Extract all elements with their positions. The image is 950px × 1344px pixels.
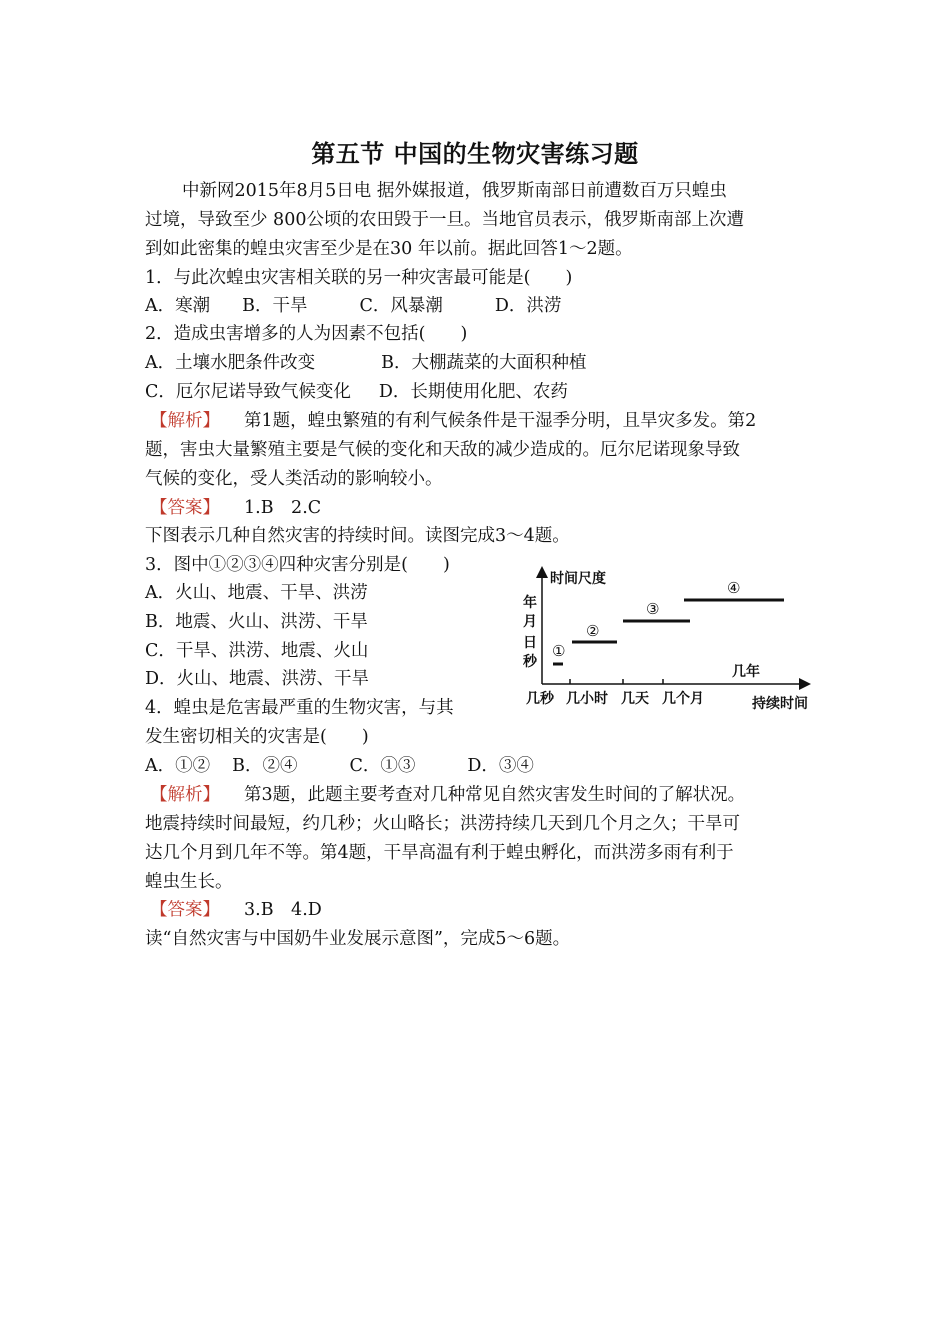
disaster-duration-diagram	[520, 566, 820, 716]
figure-intro: 下图表示几种自然灾害的持续时间。读图完成3～4题。	[145, 526, 570, 546]
option-d: D．洪涝	[494, 296, 562, 316]
analysis-text: 第1题，蝗虫繁殖的有利气候条件是干湿季分明，且旱灾多发。第2	[244, 411, 757, 431]
next-figure-intro: 读“自然灾害与中国奶牛业发展示意图”，完成5～6题。	[145, 929, 571, 949]
intro-line-3: 到如此密集的蝗虫灾害至少是在30 年以前。据此回答1～2题。	[145, 239, 633, 259]
question-3-stem: 3．图中①②③④四种灾害分别是( )	[145, 555, 450, 575]
x-label-hours: 几小时	[566, 691, 608, 707]
marker-2: ②	[586, 622, 600, 640]
option-c: C．①③	[349, 756, 416, 776]
marker-4: ④	[727, 579, 741, 597]
x-axis-title: 持续时间	[752, 696, 808, 712]
x-label-seconds: 几秒	[526, 691, 554, 707]
question-2-stem: 2．造成虫害增多的人为因素不包括( )	[145, 324, 468, 344]
answer-text: 3.B 4.D	[244, 900, 322, 920]
x-label-days: 几天	[621, 691, 649, 707]
analysis-2-line-1	[150, 782, 745, 808]
answer-tag: 【答案】	[150, 900, 220, 920]
analysis-tag: 【解析】	[150, 411, 220, 431]
intro-line-2: 过境，导致至少 800公顷的农田毁于一旦。当地官员表示，俄罗斯南部上次遭	[145, 210, 744, 230]
y-label-day: 日	[523, 635, 537, 651]
x-label-years: 几年	[732, 664, 760, 680]
option-d: D．③④	[467, 756, 534, 776]
option-b: B．大棚蔬菜的大面积种植	[381, 353, 587, 373]
option-a: A．寒潮	[145, 296, 211, 316]
x-label-months: 几个月	[662, 691, 704, 707]
question-1-stem: 1．与此次蝗虫灾害相关联的另一种灾害最可能是( )	[145, 268, 573, 288]
question-4-stem-line-1: 4．蝗虫是危害最严重的生物灾害，与其	[145, 698, 454, 718]
option-d: D．长期使用化肥、农药	[378, 382, 568, 402]
option-c: C．厄尔尼诺导致气候变化	[145, 382, 351, 402]
option-a: A．①②	[145, 756, 211, 776]
question-4-options	[145, 753, 534, 779]
y-label-year: 年	[523, 595, 537, 611]
analysis-1-line-2: 题，害虫大量繁殖主要是气候的变化和天敌的减少造成的。厄尔尼诺现象导致	[145, 440, 740, 460]
question-2-options-row-2	[145, 379, 568, 405]
question-3-option-d: D．火山、地震、洪涝、干旱	[145, 669, 370, 689]
y-label-second: 秒	[523, 654, 537, 670]
marker-1: ①	[552, 642, 566, 660]
intro-line-1: 中新网2015年8月5日电 据外媒报道，俄罗斯南部日前遭数百万只蝗虫	[182, 181, 727, 201]
y-label-month: 月	[523, 614, 537, 630]
option-a: A．土壤水肥条件改变	[145, 353, 316, 373]
question-1-options	[145, 293, 561, 319]
answer-tag: 【答案】	[150, 498, 220, 518]
option-b: B．②④	[232, 756, 298, 776]
question-3-option-b: B．地震、火山、洪涝、干旱	[145, 612, 368, 632]
analysis-tag: 【解析】	[150, 785, 220, 805]
analysis-2-line-3: 达几个月到几年不等。第4题，干旱高温有利于蝗虫孵化，而洪涝多雨有利于	[145, 843, 734, 863]
page-title: 第五节 中国的生物灾害练习题	[311, 139, 639, 168]
analysis-text: 第3题，此题主要考查对几种常见自然灾害发生时间的了解状况。	[244, 785, 746, 805]
option-b: B．干旱	[242, 296, 308, 316]
analysis-2-line-4: 蝗虫生长。	[145, 872, 233, 892]
analysis-1-line-1	[150, 408, 756, 434]
analysis-1-line-3: 气候的变化，受人类活动的影响较小。	[145, 469, 443, 489]
answer-text: 1.B 2.C	[244, 498, 322, 518]
marker-3: ③	[646, 600, 660, 618]
answer-1	[150, 495, 321, 521]
analysis-2-line-2: 地震持续时间最短，约几秒；火山略长；洪涝持续几天到几个月之久；干旱可	[145, 814, 740, 834]
answer-2	[150, 897, 322, 923]
y-axis-title: 时间尺度	[550, 571, 606, 587]
question-3-option-c: C．干旱、洪涝、地震、火山	[145, 641, 369, 661]
question-4-stem-line-2: 发生密切相关的灾害是( )	[145, 727, 369, 747]
option-c: C．风暴潮	[359, 296, 443, 316]
question-2-options-row-1	[145, 350, 587, 376]
question-3-option-a: A．火山、地震、干旱、洪涝	[145, 583, 368, 603]
